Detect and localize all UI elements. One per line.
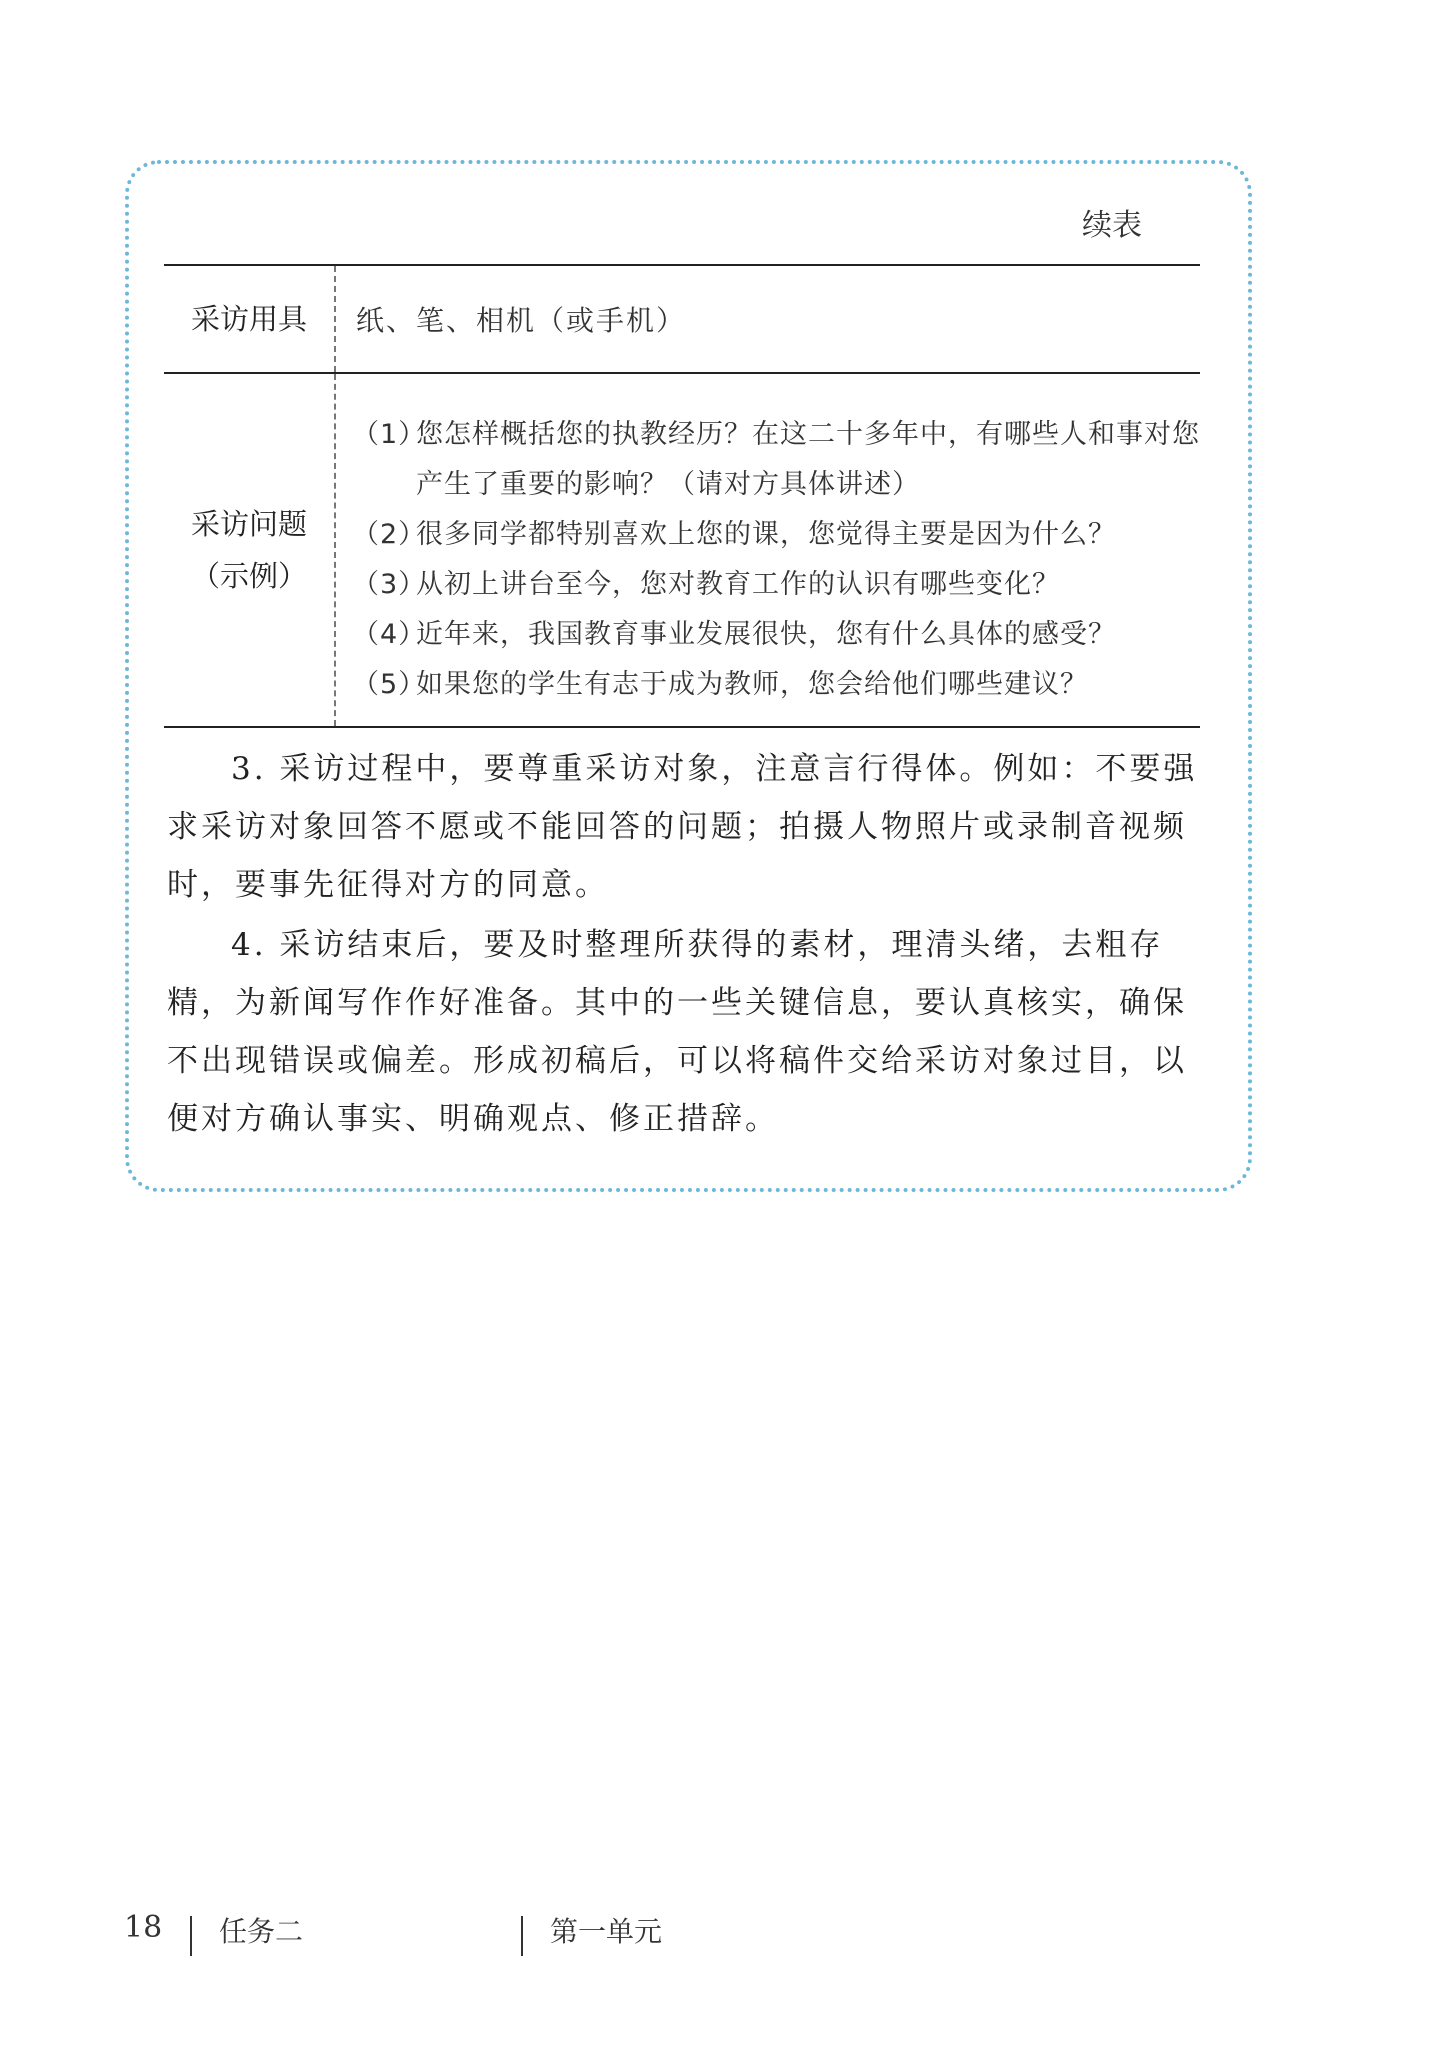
row-value: 纸、笔、相机（或手机） bbox=[356, 304, 687, 337]
question-text: 您怎样概括您的执教经历？在这二十多年中，有哪些人和事对您产生了重要的影响？（请对方具体讲述） bbox=[416, 419, 1200, 500]
page-number: 18 bbox=[124, 1910, 163, 1945]
question-text: 近年来，我国教育事业发展很快，您有什么具体的感受？ bbox=[416, 619, 1116, 650]
paragraph-3: 3. 采访过程中，要尊重采访对象，注意言行得体。例如：不要强求采访对象回答不愿或不能回答的问题；拍摄人物照片或录制音视频时，要事先征得对方的同意。 bbox=[167, 751, 1198, 903]
footer-unit: 第一单元 bbox=[550, 1915, 663, 1948]
question-text: 如果您的学生有志于成为教师，您会给他们哪些建议？ bbox=[416, 669, 1088, 700]
question-list bbox=[336, 374, 1200, 726]
row-label bbox=[164, 374, 336, 726]
list-item bbox=[352, 410, 1200, 510]
question-number: （4） bbox=[352, 619, 427, 650]
question-number: （1） bbox=[352, 419, 427, 450]
row-label-sub: （示例） bbox=[190, 559, 307, 593]
question-number: （2） bbox=[352, 519, 427, 550]
list-item bbox=[352, 660, 1200, 710]
list-item bbox=[352, 610, 1200, 660]
question-text: 从初上讲台至今，您对教育工作的认识有哪些变化？ bbox=[416, 569, 1060, 600]
list-item bbox=[352, 510, 1200, 560]
interview-table bbox=[164, 264, 1200, 728]
continued-label: 续表 bbox=[1082, 208, 1142, 243]
row-label-text: 采访问题 bbox=[190, 507, 307, 541]
row-label-text: 采访用具 bbox=[190, 302, 307, 336]
footer-divider bbox=[521, 1916, 523, 1956]
table-row bbox=[164, 266, 1200, 372]
question-number: （3） bbox=[352, 569, 427, 600]
row-label bbox=[164, 266, 336, 372]
footer-divider bbox=[190, 1916, 192, 1956]
list-item bbox=[352, 560, 1200, 610]
table-row bbox=[164, 372, 1200, 726]
question-number: （5） bbox=[352, 669, 427, 700]
question-text: 很多同学都特别喜欢上您的课，您觉得主要是因为什么？ bbox=[416, 519, 1116, 550]
paragraph-4: 4. 采访结束后，要及时整理所获得的素材，理清头绪，去粗存精，为新闻写作作好准备。其中的一些关键信息，要认真核实，确保不出现错误或偏差。形成初稿后，可以将稿件交给采访对象过目，以便对方确认事实、明确观点、修正措辞。 bbox=[167, 927, 1187, 1137]
footer-task: 任务二 bbox=[219, 1915, 304, 1948]
